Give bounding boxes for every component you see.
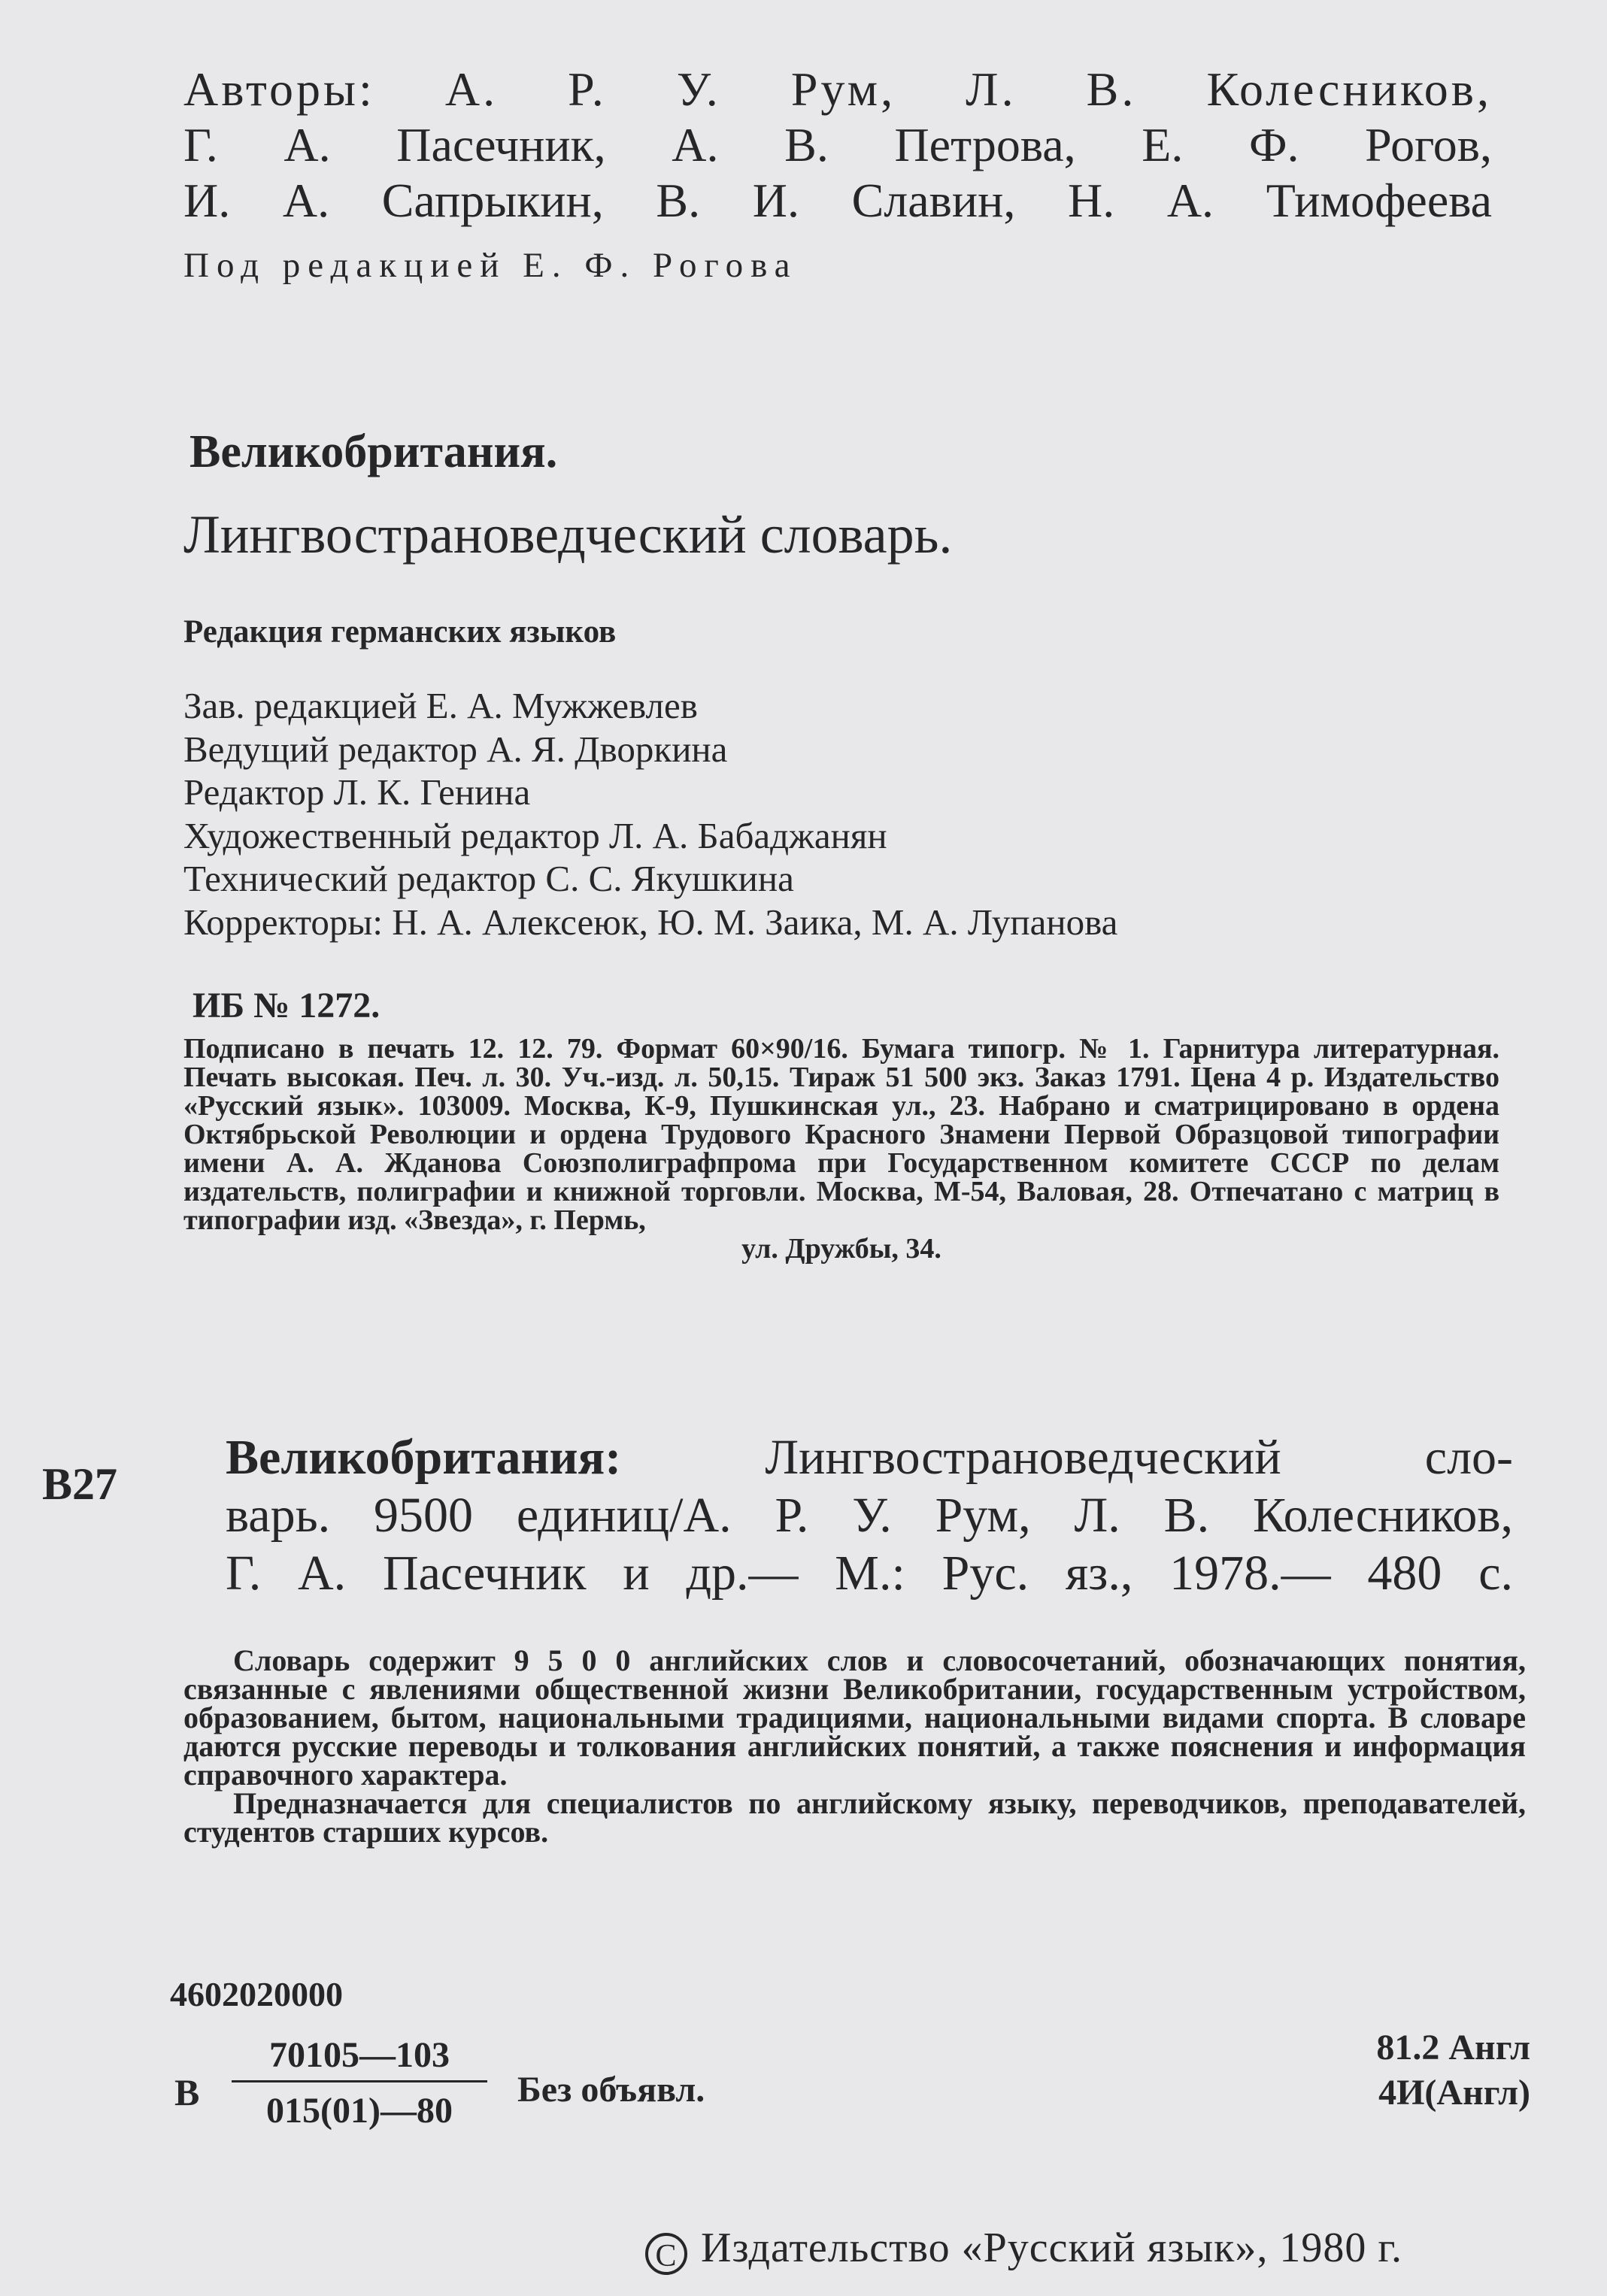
editorial-office: Редакция германских языков bbox=[183, 614, 617, 650]
classification-1: 81.2 Англ bbox=[1376, 2028, 1530, 2067]
copyright-line bbox=[645, 2224, 1402, 2275]
staff-line: Ведущий редактор А. Я. Дворкина bbox=[183, 728, 728, 770]
copyright-icon: C bbox=[645, 2233, 687, 2275]
imprint-last-line: ул. Дружбы, 34. bbox=[741, 1233, 941, 1265]
edited-by-text: Под редакцией Е. Ф. Рогова bbox=[183, 246, 798, 285]
authors-line-2: Г. А. Пасечник, А. В. Петрова, Е. Ф. Рогов, bbox=[183, 118, 1492, 171]
annotation-paragraph: Предназначается для специалистов по английскому языку, переводчиков, преподавателей, студентов старших курсов. bbox=[183, 1786, 1526, 1849]
card-line-1-rest: Лингвострановедческий сло- bbox=[765, 1430, 1513, 1485]
authors-line-1: Авторы: А. Р. У. Рум, Л. В. Колесников, bbox=[183, 62, 1492, 116]
staff-line: Технический редактор С. С. Якушкина bbox=[183, 858, 794, 899]
staff-line: Художественный редактор Л. А. Бабаджанян bbox=[183, 814, 887, 856]
catalog-card bbox=[226, 1428, 1513, 1602]
authors-block bbox=[183, 62, 1492, 229]
card-title: Великобритания: bbox=[226, 1430, 622, 1485]
catalog-code: В27 bbox=[42, 1459, 118, 1509]
index-denominator: 015(01)—80 bbox=[266, 2091, 453, 2131]
card-line-1 bbox=[226, 1428, 1513, 1486]
index-fraction bbox=[232, 2034, 487, 2131]
edited-by bbox=[183, 245, 798, 286]
classification bbox=[1331, 2025, 1530, 2116]
staff-line: Зав. редакцией Е. А. Мужжевлев bbox=[183, 685, 698, 726]
book-title: Великобритания. bbox=[190, 426, 558, 477]
imprint-body: Подписано в печать 12. 12. 79. Формат 60×90/16. Бумага типогр. № 1. Гарнитура литературная. Печать высокая. Печ. л. 30. Уч.-изд. л. 50,15. Тираж 51 500 экз. Заказ 1791. Цена 4 р. Издательство «Русский язык». 103009. Москва, К-9, Пушкинская ул., 23. Набрано и сматрицировано в ордена Октябрьской Революции и ордена Трудового Красного Знамени Первой Образцовой типографии имени А. А. Жданова Союзполиграфпрома при Государственном комитете СССР по делам издательств, полиграфии и книжной торговли. Москва, М-54, Валовая, 28. Отпечатано с матриц в типографии изд. «Звезда», г. Пермь, bbox=[183, 1033, 1499, 1236]
fraction-bar bbox=[232, 2080, 487, 2082]
card-line-3: Г. А. Пасечник и др.— М.: Рус. яз., 1978.— 480 с. bbox=[226, 1546, 1513, 1601]
copyright-text: Издательство «Русский язык», 1980 г. bbox=[701, 2225, 1403, 2271]
no-advertisement-note: Без объявл. bbox=[517, 2070, 705, 2110]
classification-2: 4И(Англ) bbox=[1378, 2073, 1530, 2113]
staff-list bbox=[183, 684, 1117, 944]
staff-line: Корректоры: Н. А. Алексеюк, Ю. М. Заика, М. А. Лупанова bbox=[183, 901, 1118, 943]
annotation-paragraph: Словарь содержит 9 5 0 0 английских слов и словосочетаний, обозначающих понятия, связанные с явлениями общественной жизни Великобритании, государственным устройством, образованием, бытом, национальными традициями, национальными видами спорта. В словаре даются русские переводы и толкования английских понятий, а также пояснения и информация справочного характера. bbox=[183, 1643, 1526, 1792]
book-subtitle: Лингвострановедческий словарь. bbox=[183, 504, 953, 565]
authors-line-3: И. А. Сапрыкин, В. И. Славин, Н. А. Тимофеева bbox=[183, 174, 1492, 227]
index-letter: В bbox=[174, 2071, 200, 2113]
annotation bbox=[183, 1643, 1526, 1849]
index-numerator: 70105—103 bbox=[269, 2035, 450, 2075]
card-line-2: варь. 9500 единиц/А. Р. У. Рум, Л. В. Колесников, bbox=[226, 1488, 1513, 1543]
imprint-details bbox=[183, 1034, 1499, 1263]
staff-line: Редактор Л. К. Генина bbox=[183, 771, 531, 813]
ib-number: ИБ № 1272. bbox=[193, 986, 381, 1025]
code-number: 4602020000 bbox=[170, 1975, 343, 2013]
